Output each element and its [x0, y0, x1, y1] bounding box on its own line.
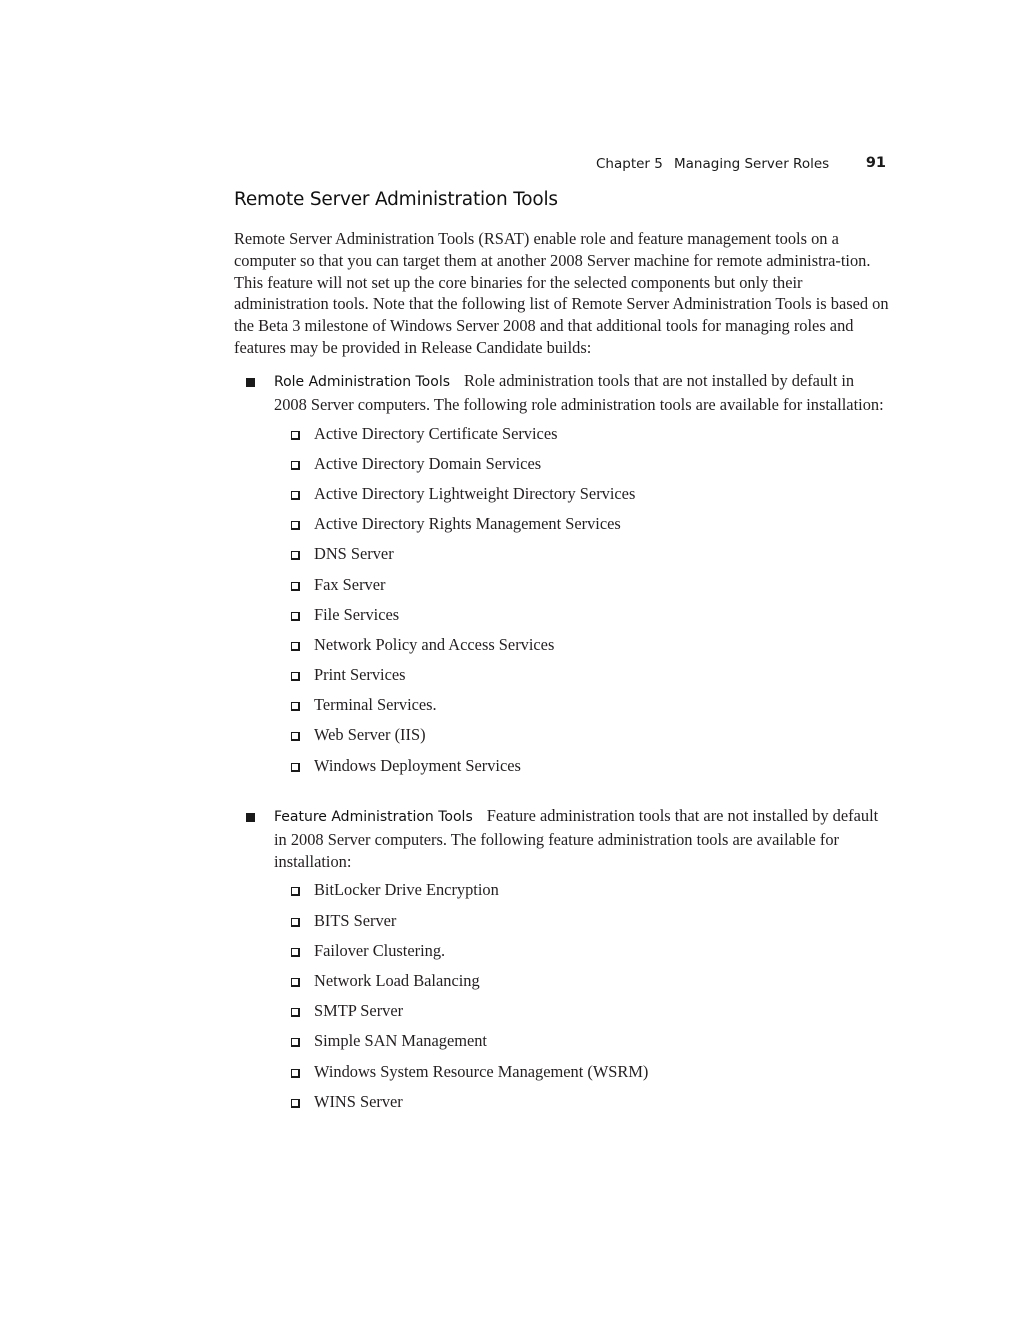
box-bullet-icon	[291, 918, 300, 927]
list-item	[234, 725, 890, 755]
box-bullet-icon	[291, 978, 300, 987]
list-item	[234, 424, 890, 454]
list-item-text: DNS Server	[314, 544, 394, 564]
box-bullet-icon	[291, 551, 300, 560]
list-item	[234, 484, 890, 514]
list-item-text: BITS Server	[314, 910, 397, 930]
box-bullet-icon	[291, 702, 300, 711]
list-item	[234, 454, 890, 484]
bullet-text: Role administration tools that are not installed by default in 2008 Server computers. The following role administration tools are available for installation:	[274, 371, 884, 414]
intro-paragraph: Remote Server Administration Tools (RSAT) enable role and feature management tools on a computer so that you can target them at another 2008 Server machine for remote administra-tion. This feature will not set up the core binaries for the selected components but only their administration tools. Note that the following list of Remote Server Administration Tools is based on the Beta 3 milestone of Windows Server 2008 and that additional tools for managing roles and features may be provided in Release Candidate builds:	[234, 229, 889, 357]
list-item-text: Active Directory Rights Management Services	[314, 514, 621, 534]
list-item-text: SMTP Server	[314, 1001, 404, 1021]
box-bullet-icon	[291, 1038, 300, 1047]
running-head	[596, 155, 886, 175]
list-item-text: Web Server (IIS)	[314, 725, 426, 745]
box-bullet-icon	[291, 763, 300, 772]
section-title: Remote Server Administration Tools	[234, 189, 558, 210]
list-item-text: BitLocker Drive Encryption	[314, 880, 499, 900]
box-bullet-icon	[291, 491, 300, 500]
list-item	[234, 880, 890, 910]
box-bullet-icon	[291, 642, 300, 651]
feature-tools-list	[234, 880, 890, 1122]
list-item-text: Simple SAN Management	[314, 1031, 487, 1051]
list-item	[234, 941, 890, 971]
list-item-text: Fax Server	[314, 574, 386, 594]
box-bullet-icon	[291, 1069, 300, 1078]
box-bullet-icon	[291, 672, 300, 681]
box-bullet-icon	[291, 461, 300, 470]
list-item	[234, 971, 890, 1001]
box-bullet-icon	[291, 612, 300, 621]
box-bullet-icon	[291, 431, 300, 440]
list-item	[234, 635, 890, 665]
list-item	[234, 665, 890, 695]
feature-admin-tools-section	[234, 805, 890, 1122]
role-tools-list	[234, 424, 890, 786]
list-item	[234, 1092, 890, 1122]
box-bullet-icon	[291, 887, 300, 896]
list-item	[234, 1031, 890, 1061]
bullet-term: Feature Administration Tools	[274, 809, 473, 825]
list-item	[234, 1062, 890, 1092]
list-item	[234, 575, 890, 605]
list-item-text: Windows Deployment Services	[314, 755, 521, 775]
list-item-text: Windows System Resource Management (WSRM)	[314, 1061, 649, 1081]
list-item-text: Active Directory Certificate Services	[314, 423, 558, 443]
list-item-text: Terminal Services.	[314, 695, 437, 715]
list-item	[234, 514, 890, 544]
box-bullet-icon	[291, 1099, 300, 1108]
bullet-item	[234, 370, 890, 416]
box-bullet-icon	[291, 732, 300, 741]
square-bullet-icon	[246, 378, 255, 387]
box-bullet-icon	[291, 521, 300, 530]
list-item	[234, 911, 890, 941]
list-item	[234, 544, 890, 574]
bullet-item	[234, 805, 890, 872]
list-item	[234, 605, 890, 635]
list-item-text: Network Policy and Access Services	[314, 634, 555, 654]
list-item-text: Failover Clustering.	[314, 940, 446, 960]
list-item	[234, 756, 890, 786]
list-item-text: Active Directory Domain Services	[314, 453, 542, 473]
box-bullet-icon	[291, 1008, 300, 1017]
list-item-text: Active Directory Lightweight Directory Services	[314, 483, 636, 503]
chapter-label: Chapter 5	[596, 156, 663, 172]
list-item	[234, 695, 890, 725]
box-bullet-icon	[291, 948, 300, 957]
list-item-text: WINS Server	[314, 1091, 403, 1111]
list-item-text: Network Load Balancing	[314, 970, 480, 990]
role-admin-tools-section	[234, 370, 890, 786]
list-item-text: File Services	[314, 604, 400, 624]
box-bullet-icon	[291, 582, 300, 591]
square-bullet-icon	[246, 813, 255, 822]
list-item	[234, 1001, 890, 1031]
bullet-term: Role Administration Tools	[274, 374, 450, 390]
list-item-text: Print Services	[314, 665, 406, 685]
chapter-title: Managing Server Roles	[674, 156, 830, 172]
bullet-text: Feature administration tools that are not installed by default in 2008 Server computers. The following feature administration tools are available for installation:	[274, 806, 879, 871]
page-number: 91	[865, 155, 886, 171]
